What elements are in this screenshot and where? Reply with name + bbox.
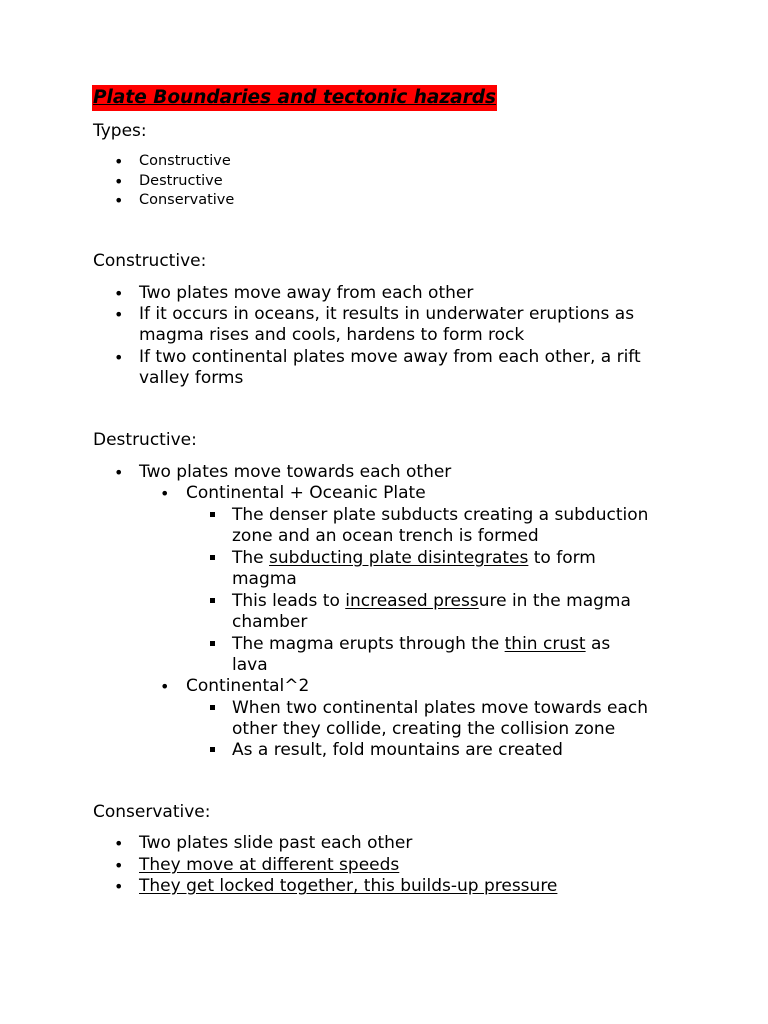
bullet-dot: • (114, 348, 124, 367)
square-bullet-icon (210, 747, 215, 752)
bullet-dot: • (114, 305, 124, 324)
destructive-detail: This leads to increased pressure in the magma (232, 591, 631, 611)
square-bullet-icon (210, 555, 215, 560)
bullet-dot: • (160, 484, 170, 503)
page-title: Plate Boundaries and tectonic hazards (92, 85, 497, 111)
bullet-dot: • (114, 877, 124, 896)
underlined-phrase: thin crust (504, 634, 586, 654)
bullet-dot: • (114, 856, 124, 875)
destructive-detail-cont: other they collide, creating the collision zone (232, 719, 616, 739)
constructive-item-cont: valley forms (139, 368, 244, 388)
conservative-item: Two plates slide past each other (139, 833, 413, 853)
destructive-detail-cont: chamber (232, 612, 308, 632)
destructive-detail: The subducting plate disintegrates to form (232, 548, 596, 568)
bullet-dot: • (114, 191, 124, 210)
constructive-heading: Constructive: (93, 251, 207, 271)
destructive-detail: As a result, fold mountains are created (232, 740, 563, 760)
types-heading: Types: (93, 121, 147, 141)
underlined-phrase: subducting plate disintegrates (269, 548, 529, 568)
bullet-dot: • (114, 172, 124, 191)
destructive-detail-cont: zone and an ocean trench is formed (232, 526, 539, 546)
destructive-detail-cont: magma (232, 569, 297, 589)
bullet-dot: • (114, 463, 124, 482)
square-bullet-icon (210, 641, 215, 646)
square-bullet-icon (210, 512, 215, 517)
constructive-item: If two continental plates move away from each other, a rift (139, 347, 641, 367)
bullet-dot: • (114, 152, 124, 171)
bullet-dot: • (114, 834, 124, 853)
destructive-detail: The magma erupts through the thin crust as (232, 634, 611, 654)
destructive-detail: The denser plate subducts creating a subduction (232, 505, 649, 525)
destructive-detail: When two continental plates move towards each (232, 698, 649, 718)
constructive-item-cont: magma rises and cools, hardens to form rock (139, 325, 525, 345)
destructive-item: Two plates move towards each other (139, 462, 452, 482)
constructive-item: If it occurs in oceans, it results in underwater eruptions as (139, 304, 635, 324)
bullet-dot: • (160, 677, 170, 696)
types-item: Conservative (139, 192, 235, 208)
types-item: Constructive (139, 153, 231, 169)
conservative-heading: Conservative: (93, 802, 211, 822)
destructive-subitem: Continental + Oceanic Plate (186, 483, 426, 503)
conservative-item (139, 855, 399, 876)
underlined-phrase: They move at different speeds (139, 855, 400, 875)
destructive-detail-cont: lava (232, 655, 268, 675)
destructive-subitem: Continental^2 (186, 676, 310, 696)
constructive-item: Two plates move away from each other (139, 283, 474, 303)
square-bullet-icon (210, 705, 215, 710)
square-bullet-icon (210, 598, 215, 603)
underlined-phrase: They get locked together, this builds-up pressure (139, 876, 558, 896)
destructive-heading: Destructive: (93, 430, 197, 450)
conservative-item (139, 876, 557, 897)
types-item: Destructive (139, 173, 223, 189)
underlined-phrase: increased press (345, 591, 479, 611)
bullet-dot: • (114, 284, 124, 303)
